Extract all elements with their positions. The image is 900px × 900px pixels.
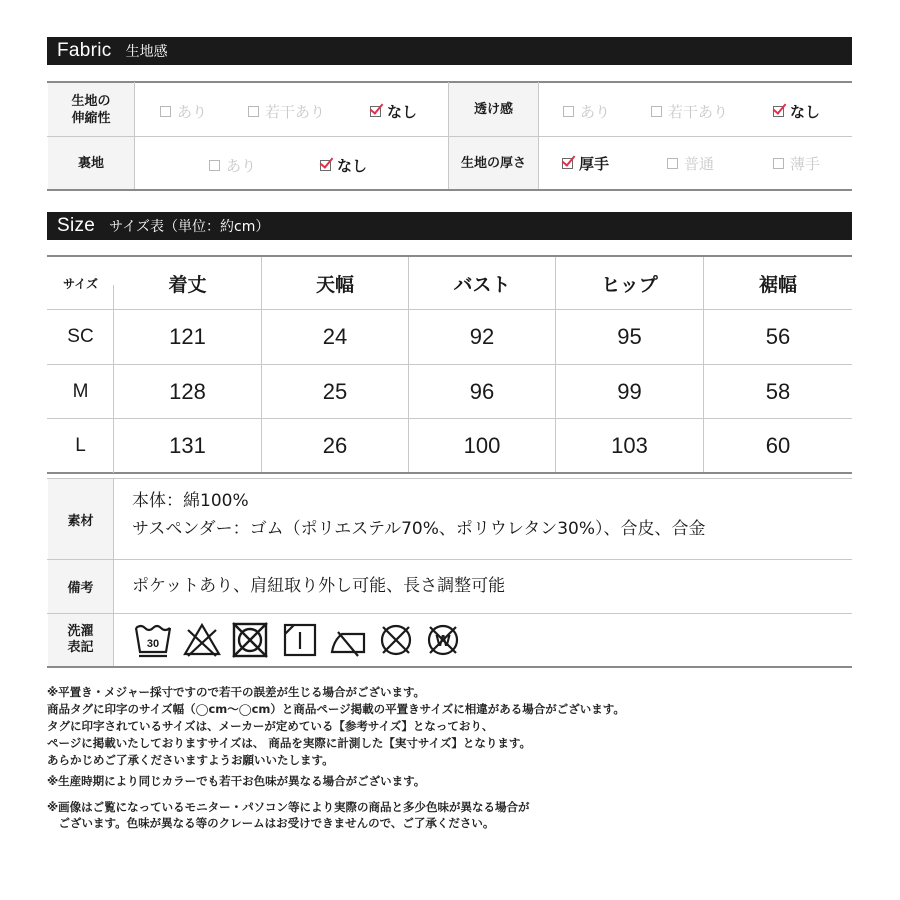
note-line: ページに掲載いたしておりますサイズは、 商品を実際に計測した【実寸サイズ】となります。 [47, 736, 532, 750]
fabric-section-header [47, 37, 852, 65]
size-row-label: L [75, 434, 86, 456]
option-label: あり [580, 103, 611, 121]
thickness-label: 生地の厚さ [449, 137, 538, 189]
no-dry-clean-icon [376, 620, 416, 660]
note-line: ※生産時期により同じカラーでも若干お色味が異なる場合がございます。 [47, 774, 426, 788]
size-value: 92 [469, 324, 495, 349]
checkbox-icon [773, 158, 784, 169]
size-value: 26 [322, 432, 348, 458]
column-header-length: 着丈 [114, 257, 261, 309]
sheerness-option-yes [563, 101, 610, 122]
no-tumble-dry-icon [230, 620, 270, 660]
dry-flat-shade-icon [280, 620, 320, 660]
checked-checkbox-icon [370, 106, 381, 117]
thickness-option-thick [562, 153, 609, 174]
info-row-divider [47, 613, 852, 614]
size-title-jp: サイズ表（単位：約cm） [109, 219, 270, 235]
stretch-option-yes [160, 101, 207, 122]
remarks-label: 備考 [48, 560, 113, 613]
size-value: 58 [765, 378, 791, 404]
note-line: あらかじめご了承くださいますようお願いいたします。 [47, 753, 334, 767]
stretch-option-slight [248, 101, 325, 122]
note-line: ※平置き・メジャー採寸ですので若干の誤差が生じる場合がございます。 [47, 685, 426, 699]
option-label: 普通 [684, 155, 715, 173]
column-header-hip: ヒップ [556, 257, 703, 309]
size-value: 24 [322, 324, 348, 349]
info-table-bottom-border [47, 666, 852, 668]
option-label: あり [226, 157, 257, 175]
fabric-col-divider [538, 82, 539, 189]
size-value: 56 [765, 324, 791, 349]
size-value: 128 [169, 378, 206, 404]
size-value: 99 [617, 378, 642, 404]
checkbox-icon [209, 160, 220, 171]
size-row-label: M [72, 380, 89, 402]
no-wet-clean-icon [423, 620, 463, 660]
column-header-shoulder: 天幅 [262, 257, 408, 309]
option-label: なし [790, 103, 821, 121]
size-corner-label: サイズ [62, 276, 99, 291]
size-value: 96 [469, 378, 495, 404]
column-header-hem: 裾幅 [704, 257, 852, 309]
checkbox-icon [160, 106, 171, 117]
no-iron-icon [328, 620, 368, 660]
material-suspender: サスペンダー：ゴム（ポリエステル70%、ポリウレタン30%）、合皮、合金 [132, 519, 706, 539]
fabric-table-bottom-border [47, 189, 852, 191]
stretch-label: 生地の 伸縮性 [48, 83, 134, 136]
option-label: あり [177, 103, 208, 121]
size-value: 95 [617, 324, 642, 349]
wash-30-icon [133, 620, 173, 660]
remarks-text: ポケットあり、肩紐取り外し可能、長さ調整可能 [132, 576, 506, 596]
fabric-col-divider [134, 82, 135, 189]
option-label: 若干あり [265, 103, 326, 121]
thickness-option-thin [773, 153, 820, 174]
thickness-option-normal [667, 153, 714, 174]
material-label: 素材 [48, 479, 113, 559]
size-section-header [47, 212, 852, 240]
checkbox-icon [651, 106, 662, 117]
fabric-title-en: Fabric [57, 40, 112, 61]
note-line: ございます。色味が異なる等のクレームはお受けできませんので、ご了承ください。 [47, 816, 495, 830]
checked-checkbox-icon [320, 160, 331, 171]
material-main: 本体：綿100% [132, 491, 249, 511]
size-value: 60 [765, 432, 791, 458]
care-label: 洗濯 表記 [48, 614, 113, 666]
checkbox-icon [563, 106, 574, 117]
size-row-label: SC [67, 326, 94, 347]
size-value: 100 [463, 432, 501, 458]
size-value: 103 [611, 432, 648, 458]
size-value: 25 [322, 378, 348, 404]
fabric-title-jp: 生地感 [125, 44, 168, 60]
info-row-divider [47, 559, 852, 560]
column-header-bust: バスト [409, 257, 555, 309]
size-value: 131 [169, 432, 206, 458]
info-col-divider [113, 479, 114, 666]
option-label: 薄手 [790, 155, 821, 173]
size-value: 121 [169, 324, 206, 349]
option-label: 厚手 [579, 155, 610, 173]
lining-option-none [320, 155, 367, 176]
note-line: ※画像はご覧になっているモニター・パソコン等により実際の商品と多少色味が異なる場合が [47, 800, 530, 814]
checkbox-icon [248, 106, 259, 117]
sheerness-label: 透け感 [449, 83, 538, 136]
note-line: タグに印字されているサイズは、メーカーが定めている【参考サイズ】となっており、 [47, 719, 494, 733]
sheerness-option-slight [651, 101, 728, 122]
note-line: 商品タグに印字のサイズ幅（◯cm〜◯cm）と商品ページ掲載の平置きサイズに相違がある場合がございます。 [47, 702, 625, 716]
option-label: なし [337, 157, 368, 175]
checkbox-icon [667, 158, 678, 169]
wash-temp-label: 30 [146, 638, 160, 650]
sheerness-option-none [773, 101, 820, 122]
lining-option-yes [209, 155, 256, 176]
option-label: なし [387, 103, 418, 121]
lining-label: 裏地 [48, 137, 134, 189]
no-bleach-icon [182, 620, 222, 660]
size-table-bottom-border [47, 472, 852, 474]
option-label: 若干あり [668, 103, 729, 121]
checked-checkbox-icon [562, 158, 573, 169]
size-title-en: Size [57, 215, 96, 236]
wet-clean-letter: W [435, 633, 451, 650]
info-table-top-border [47, 478, 852, 479]
checked-checkbox-icon [773, 106, 784, 117]
stretch-option-none [370, 101, 417, 122]
